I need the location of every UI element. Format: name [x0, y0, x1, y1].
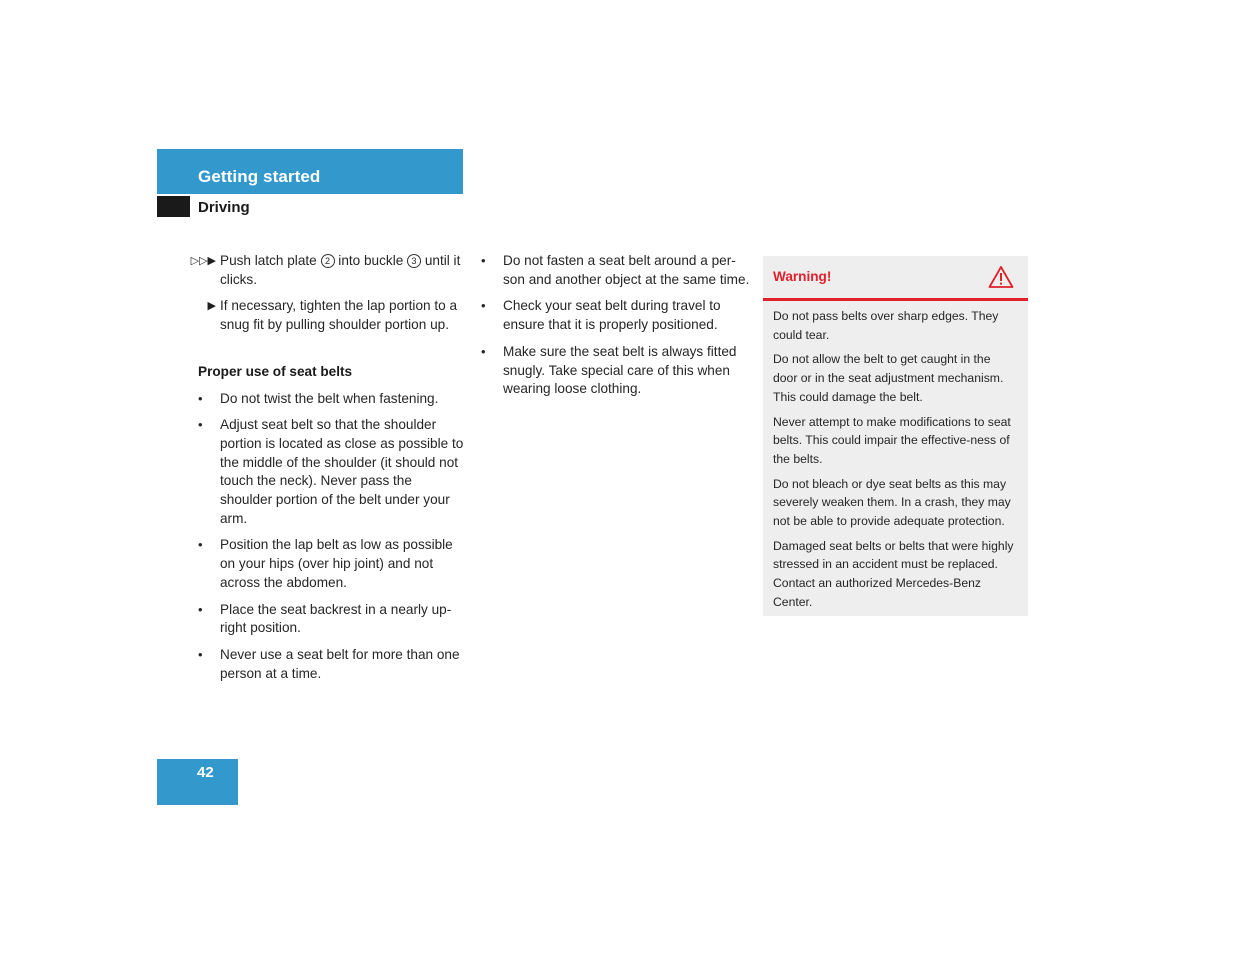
- subsection-title: Driving: [198, 199, 250, 216]
- list-item: • Do not twist the belt when fastening.: [176, 390, 466, 409]
- warning-header: [763, 256, 1028, 301]
- warning-paragraph: Damaged seat belts or belts that were highly stressed in an accident must be replaced. Contact an authorized Mercedes-Benz Center.: [773, 538, 1014, 609]
- section-title: Getting started: [198, 167, 321, 186]
- page-number-box: [157, 759, 238, 805]
- bullet-icon: •: [198, 417, 203, 433]
- bullet-icon: •: [481, 298, 486, 314]
- list-item: • Do not fasten a seat belt around a per-son and another object at the same time.: [481, 253, 750, 287]
- bullet-icon: •: [198, 601, 203, 617]
- left-column: [176, 252, 466, 691]
- list-item: • Make sure the seat belt is always fitted snugly. Take special care of this when wearing loose clothing.: [481, 343, 737, 397]
- callout-number: 3: [407, 254, 421, 268]
- warning-body: [763, 301, 1028, 612]
- bullet-icon: •: [198, 646, 203, 662]
- instruction-step: ▶ If necessary, tighten the lap portion to a snug fit by pulling shoulder portion up.: [176, 297, 466, 334]
- warning-title: Warning!: [773, 269, 832, 284]
- warning-box: [763, 256, 1028, 616]
- list-item: • Place the seat backrest in a nearly up-right position.: [198, 601, 452, 636]
- bullet-icon: •: [198, 537, 203, 553]
- warning-triangle-icon: [988, 265, 1014, 289]
- page-number: 42: [197, 764, 214, 781]
- warning-paragraph: Do not allow the belt to get caught in the door or in the seat adjustment mechanism. This could damage the belt.: [773, 352, 1004, 404]
- list-item: • Never use a seat belt for more than one person at a time.: [198, 646, 460, 681]
- step-arrow-icon: ▶: [207, 300, 216, 313]
- instruction-step: ▷▷▶ Push latch plate 2 into buckle 3 until it clicks.: [176, 252, 466, 289]
- bullet-icon: •: [198, 390, 203, 406]
- section-heading: Proper use of seat belts: [198, 363, 353, 379]
- bullet-icon: •: [481, 253, 486, 268]
- middle-column: [480, 252, 750, 407]
- warning-paragraph: Do not pass belts over sharp edges. They could tear.: [773, 309, 999, 342]
- continue-arrows-icon: ▷▷▶: [190, 255, 216, 267]
- bullet-icon: •: [481, 343, 486, 359]
- section-header-bar: [157, 149, 463, 194]
- callout-number: 2: [321, 254, 335, 268]
- warning-paragraph: Do not bleach or dye seat belts as this may severely weaken them. In a crash, they may not be able to provide adequate protection.: [773, 476, 1011, 529]
- list-item: • Check your seat belt during travel to ensure that it is properly positioned.: [481, 298, 721, 333]
- subsection-marker: [157, 196, 190, 217]
- warning-paragraph: Never attempt to make modifications to seat belts. This could impair the effective-ness of the belts.: [773, 414, 1011, 466]
- list-item: • Position the lap belt as low as possible on your hips (over hip joint) and not across the abdomen.: [198, 537, 453, 590]
- list-item: • Adjust seat belt so that the shoulder portion is located as close as possible to the middle of the shoulder (it should not touch the neck). Never pass the shoulder portion of the belt under your arm.: [198, 417, 464, 526]
